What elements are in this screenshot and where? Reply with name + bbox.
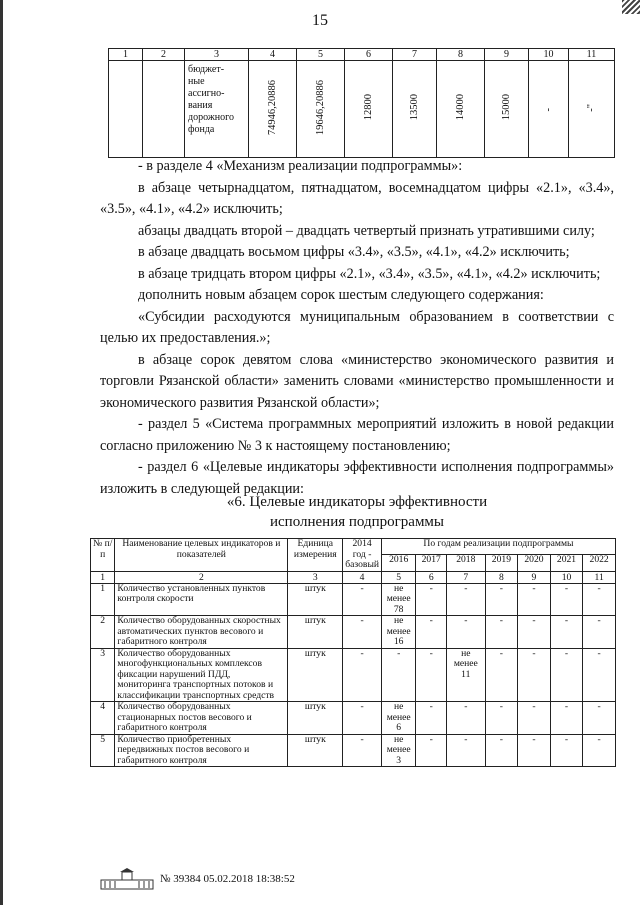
year-cell: не менее 6 <box>381 702 416 735</box>
year-cell: - <box>583 616 616 649</box>
government-building-logo-icon <box>100 868 154 890</box>
year-cell: - <box>416 616 447 649</box>
indicators-header-row <box>91 539 616 555</box>
year-cell: - <box>583 583 616 616</box>
funding-source-label: бюджет- ные ассигно- вания дорожного фонда <box>185 61 249 158</box>
col-number: 5 <box>381 571 416 583</box>
table-row <box>91 648 616 702</box>
col-number: 3 <box>288 571 343 583</box>
col-number: 11 <box>583 571 616 583</box>
year-cell: - <box>446 734 485 767</box>
empty-cell <box>109 61 143 158</box>
value-cell: -" <box>569 61 615 158</box>
indicators-table <box>90 538 616 767</box>
year-cell: - <box>518 583 551 616</box>
indicator-name: Количество оборудованных стационарных постов весового и габаритного контроля <box>115 702 288 735</box>
header-base-year: 2014 год - базовый <box>343 539 382 572</box>
value-cell: 12800 <box>345 61 393 158</box>
value-cell: 19646,20886 <box>297 61 345 158</box>
year-cell: - <box>583 702 616 735</box>
year-cell: - <box>518 734 551 767</box>
col-number: 6 <box>345 49 393 61</box>
indicator-name: Количество оборудованных многофункциональных комплексов фиксации нарушений ПДД, мониторинга транспортных потоков и классификации транспортных средств <box>115 648 288 702</box>
year-cell: - <box>416 734 447 767</box>
section-title-line: «6. Целевые индикаторы эффективности <box>226 494 488 510</box>
value-cell: 74946,20886 <box>249 61 297 158</box>
col-number: 6 <box>416 571 447 583</box>
indicator-name: Количество установленных пунктов контроля скорости <box>115 583 288 616</box>
header-year: 2022 <box>583 555 616 571</box>
body-text <box>100 156 614 500</box>
paragraph: в абзаце двадцать восьмом цифры «3.4», «3.5», «4.1», «4.2» исключить; <box>138 244 570 260</box>
year-cell: - <box>446 702 485 735</box>
col-number: 8 <box>485 571 518 583</box>
unit-cell: штук <box>288 648 343 702</box>
col-number: 10 <box>529 49 569 61</box>
document-footer <box>100 868 295 890</box>
year-cell: - <box>485 648 518 702</box>
table-row <box>91 583 616 616</box>
col-number: 1 <box>109 49 143 61</box>
year-cell: - <box>416 648 447 702</box>
header-year: 2018 <box>446 555 485 571</box>
header-year: 2017 <box>416 555 447 571</box>
paragraph: абзацы двадцать второй – двадцать четвертый признать утратившими силу; <box>138 222 595 239</box>
year-cell: - <box>485 583 518 616</box>
year-cell: - <box>518 702 551 735</box>
paragraph: в абзаце четырнадцатом, пятнадцатом, восемнадцатом цифры «2.1», «3.4», «3.5», «4.1», «4.2» исключить; <box>100 179 614 217</box>
section-title <box>100 492 614 532</box>
year-cell: - <box>550 648 583 702</box>
year-cell: - <box>485 734 518 767</box>
year-cell: - <box>485 702 518 735</box>
year-cell: - <box>518 616 551 649</box>
value-cell: - <box>529 61 569 158</box>
paragraph: в абзаце тридцать втором цифры «2.1», «3.4», «3.5», «4.1», «4.2» исключить; <box>138 265 601 282</box>
row-number: 4 <box>91 702 115 735</box>
row-number: 5 <box>91 734 115 767</box>
table-row <box>91 702 616 735</box>
row-number: 1 <box>91 583 115 616</box>
indicator-name: Количество приобретенных передвижных постов весового и габаритного контроля <box>115 734 288 767</box>
col-number: 2 <box>143 49 185 61</box>
col-number: 9 <box>485 49 529 61</box>
header-years-group: По годам реализации подпрограммы <box>381 539 615 555</box>
year-cell: не менее 11 <box>446 648 485 702</box>
col-number: 3 <box>185 49 249 61</box>
year-cell: - <box>446 583 485 616</box>
unit-cell: штук <box>288 734 343 767</box>
paragraph: в абзаце сорок девятом слова «министерство экономического развития и торговли Рязанской области» заменить словами «министерство промышленности и экономического развития Рязанской области»; <box>100 351 614 411</box>
year-cell: - <box>518 648 551 702</box>
col-number: 7 <box>446 571 485 583</box>
table-row <box>91 616 616 649</box>
indicator-name: Количество оборудованных скоростных автоматических пунктов весового и габаритного контроля <box>115 616 288 649</box>
table-row <box>91 734 616 767</box>
header-num: № п/п <box>91 539 115 572</box>
budget-table-row <box>109 61 615 158</box>
col-number: 8 <box>437 49 485 61</box>
value-cell: 15000 <box>485 61 529 158</box>
col-number: 11 <box>569 49 615 61</box>
budget-table-header-row <box>109 49 615 61</box>
year-cell: - <box>485 616 518 649</box>
col-number: 1 <box>91 571 115 583</box>
year-cell: - <box>550 734 583 767</box>
paragraph: дополнить новым абзацем сорок шестым следующего содержания: <box>138 287 544 303</box>
scan-edge <box>0 0 3 905</box>
header-year: 2019 <box>485 555 518 571</box>
year-cell: - <box>550 702 583 735</box>
value-cell: 13500 <box>393 61 437 158</box>
header-year: 2021 <box>550 555 583 571</box>
col-number: 5 <box>297 49 345 61</box>
paragraph: - раздел 6 «Целевые индикаторы эффективности исполнения подпрограммы» изложить в следующей редакции: <box>100 459 614 497</box>
footer-registration: № 39384 05.02.2018 18:38:52 <box>160 873 295 885</box>
year-cell: не менее 78 <box>381 583 416 616</box>
section-title-line: исполнения подпрограммы <box>269 514 445 530</box>
header-year: 2020 <box>518 555 551 571</box>
page-number: 15 <box>312 12 328 29</box>
header-year: 2016 <box>381 555 416 571</box>
col-number: 7 <box>393 49 437 61</box>
year-cell: - <box>416 702 447 735</box>
header-unit: Единица измерения <box>288 539 343 572</box>
col-number: 4 <box>249 49 297 61</box>
budget-table <box>108 48 615 158</box>
unit-cell: штук <box>288 583 343 616</box>
base-cell: - <box>343 734 382 767</box>
row-number: 3 <box>91 648 115 702</box>
year-cell: - <box>381 648 416 702</box>
col-number: 4 <box>343 571 382 583</box>
year-cell: не менее 3 <box>381 734 416 767</box>
year-cell: - <box>416 583 447 616</box>
year-cell: - <box>583 734 616 767</box>
header-name: Наименование целевых индикаторов и показателей <box>115 539 288 572</box>
col-number: 9 <box>518 571 551 583</box>
base-cell: - <box>343 583 382 616</box>
year-cell: - <box>446 616 485 649</box>
unit-cell: штук <box>288 702 343 735</box>
paragraph: - раздел 5 «Система программных мероприятий изложить в новой редакции согласно приложению № 3 к настоящему постановлению; <box>100 416 614 454</box>
unit-cell: штук <box>288 616 343 649</box>
year-cell: - <box>550 583 583 616</box>
col-number: 2 <box>115 571 288 583</box>
column-numbers-row <box>91 571 616 583</box>
base-cell: - <box>343 616 382 649</box>
base-cell: - <box>343 702 382 735</box>
paragraph: «Субсидии расходуются муниципальным образованием в соответствии с целью их предоставления.»; <box>100 308 614 346</box>
empty-cell <box>143 61 185 158</box>
year-cell: - <box>583 648 616 702</box>
row-number: 2 <box>91 616 115 649</box>
col-number: 10 <box>550 571 583 583</box>
value-cell: 14000 <box>437 61 485 158</box>
year-cell: - <box>550 616 583 649</box>
paragraph: - в разделе 4 «Механизм реализации подпрограммы»: <box>138 158 463 174</box>
base-cell: - <box>343 648 382 702</box>
year-cell: не менее 16 <box>381 616 416 649</box>
